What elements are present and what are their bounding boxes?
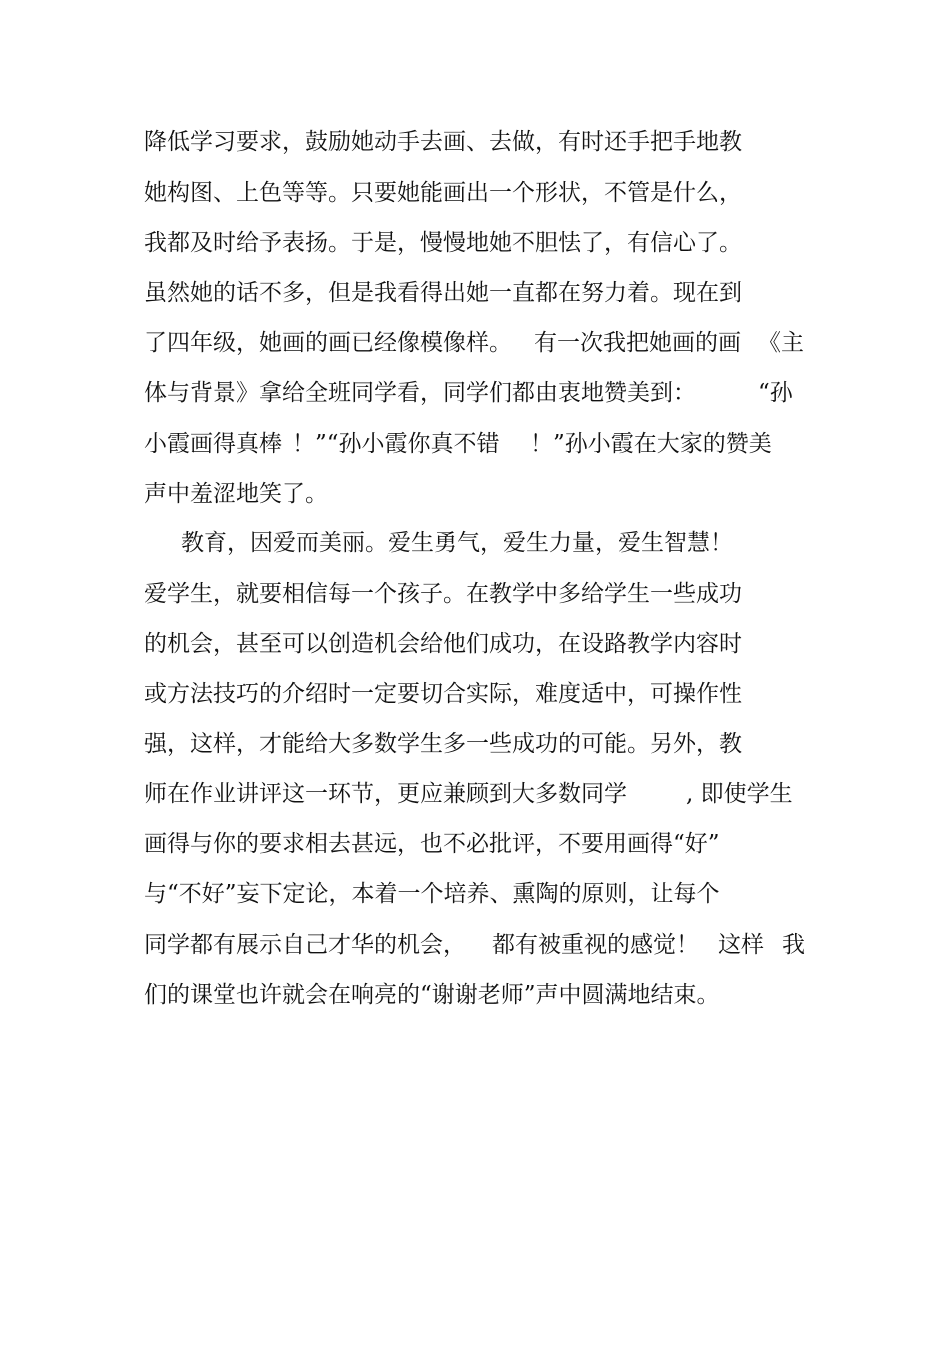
text-line xyxy=(0,878,720,910)
text-segment: 爱学生，就要相信每一个孩子。在教学中多给学生一些成功 xyxy=(144,581,742,607)
text-segment: 降低学习要求，鼓励她动手去画、去做，有时还手把手地教 xyxy=(144,129,742,155)
text-segment: 与“不好”妄下定论，本着一个培养、熏陶的原则，让每个 xyxy=(144,881,720,907)
text-line xyxy=(0,678,742,710)
text-segment: 《主 xyxy=(758,330,804,356)
text-line xyxy=(0,177,742,209)
text-segment: ！”孙小霞在大家的赞美 xyxy=(530,431,772,457)
text-segment: 我都及时给予表扬。于是，慢慢地她不胆怯了，有信心了。 xyxy=(144,230,742,256)
text-segment: 们的课堂也许就会在响亮的“谢谢老师”声中圆满地结束。 xyxy=(144,982,720,1008)
text-line xyxy=(0,377,793,409)
text-line xyxy=(0,828,720,860)
text-segment: 都有被重视的感觉！ xyxy=(492,932,699,958)
text-line xyxy=(0,778,793,810)
text-segment: 了四年级，她画的画已经像模像样。 xyxy=(144,330,512,356)
text-line xyxy=(0,277,742,309)
text-segment: 画得与你的要求相去甚远，也不必批评，不要用画得“好” xyxy=(144,831,720,857)
text-line xyxy=(0,327,804,359)
text-segment: 强，这样，才能给大多数学生多一些成功的可能。另外，教 xyxy=(144,731,742,757)
text-line xyxy=(0,428,772,460)
text-segment: 体与背景》拿给全班同学看，同学们都由衷地赞美到： xyxy=(144,380,696,406)
text-segment: 声中羞涩地笑了。 xyxy=(144,481,328,507)
text-segment: 的机会，甚至可以创造机会给他们成功，在设路教学内容时 xyxy=(144,631,742,657)
text-segment: 教育，因爱而美丽。爱生勇气，爱生力量，爱生智慧！ xyxy=(181,530,733,556)
text-line xyxy=(0,478,328,510)
text-segment: “孙 xyxy=(758,380,793,406)
text-line xyxy=(0,929,805,961)
text-line xyxy=(0,227,742,259)
text-segment: 这样 xyxy=(718,932,764,958)
text-line xyxy=(0,628,742,660)
text-segment: 同学都有展示自己才华的机会， xyxy=(144,932,466,958)
text-line xyxy=(0,728,742,760)
text-segment: 师在作业讲评这一环节，更应兼顾到大多数同学 xyxy=(144,781,627,807)
text-line xyxy=(0,126,742,158)
text-segment: 有一次我把她画的画 xyxy=(534,330,741,356)
text-segment: 小霞画得真棒 xyxy=(144,431,282,457)
text-line xyxy=(0,979,720,1011)
text-segment: , 即使学生 xyxy=(686,781,793,807)
text-segment: 或方法技巧的介绍时一定要切合实际，难度适中，可操作性 xyxy=(144,681,742,707)
text-segment: 我 xyxy=(782,932,805,958)
text-segment: 她构图、上色等等。只要她能画出一个形状，不管是什么， xyxy=(144,180,742,206)
text-segment: ！”“孙小霞你真不错 xyxy=(292,431,500,457)
text-line xyxy=(0,578,742,610)
text-line xyxy=(0,527,733,559)
text-segment: 虽然她的话不多，但是我看得出她一直都在努力着。现在到 xyxy=(144,280,742,306)
